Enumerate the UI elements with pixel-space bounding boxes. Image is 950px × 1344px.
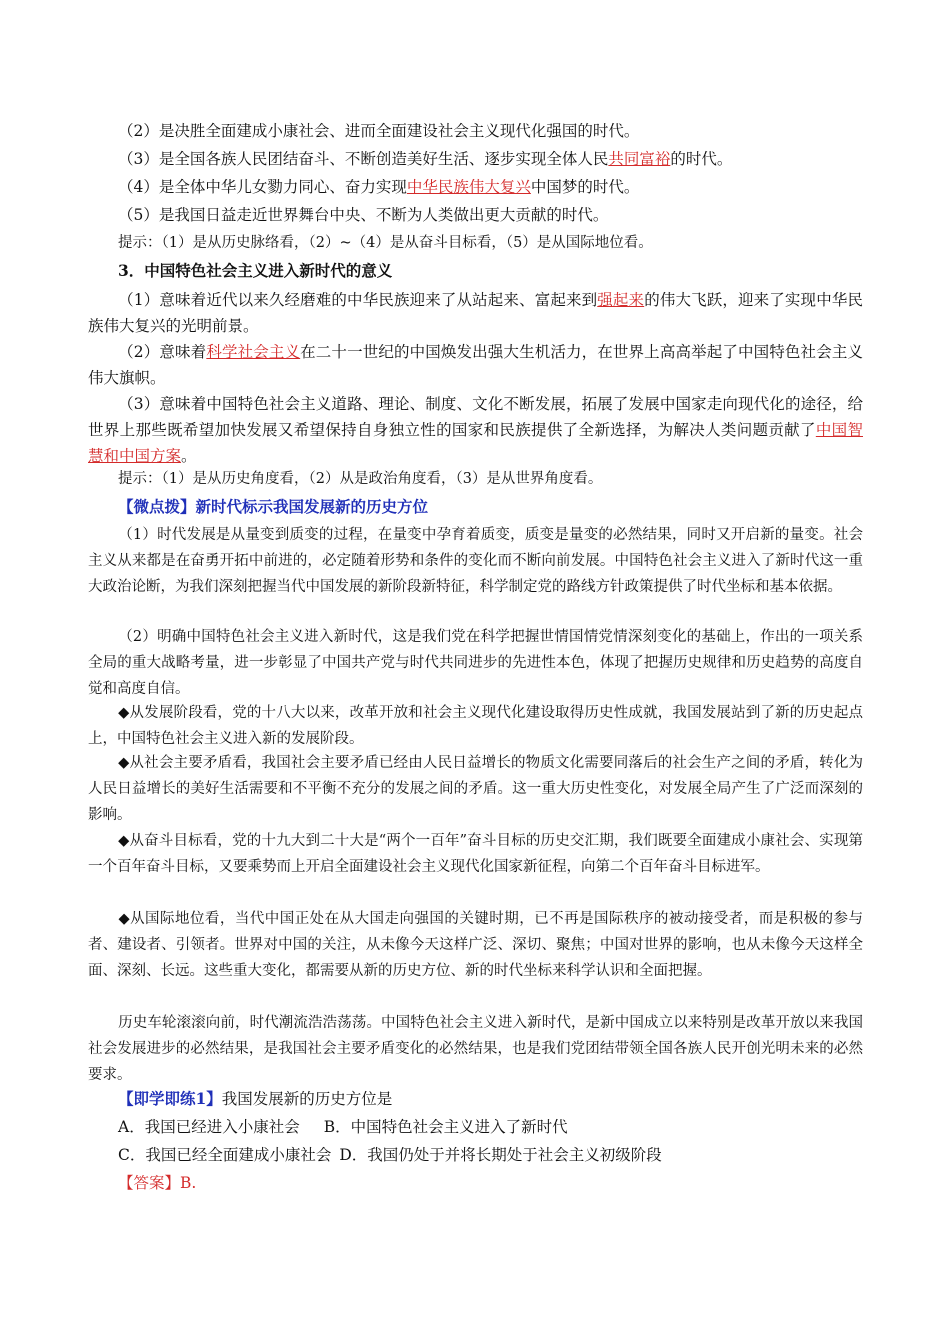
text: （2）意味着 <box>118 343 207 361</box>
text: ◆从奋斗目标看，党的十九大到二十大是“两个一百年”奋斗目标的历史交汇期，我们既要全面建成小康社会、实现第一个百年奋斗目标，又要乘势而上开启全面建设社会主义现代化国家新征程，向第二个百年奋斗目标进军。 <box>88 833 863 875</box>
exercise-options-row-2 <box>118 1144 662 1166</box>
text: （3）是全国各族人民团结奋斗、不断创造美好生活、逐步实现全体人民 <box>118 150 609 168</box>
text: 历史车轮滚滚向前，时代潮流浩浩荡荡。中国特色社会主义进入新时代，是新中国成立以来特别是改革开放以来我国社会发展进步的必然结果，是我国社会主要矛盾变化的必然结果，也是我们党团结带领全国各族人民开创光明未来的必然要求。 <box>88 1015 863 1083</box>
text: 在二十一世纪的中国焕发出强大生机活力，在世界上高高举起了中国特色社会主义伟大旗帜。 <box>88 343 863 387</box>
text: （4）是全体中华儿女勠力同心、奋力实现 <box>118 178 407 196</box>
section-3-hint: 提示：（1）是从历史角度看，（2）从是政治角度看，（3）是从世界角度看。 <box>118 471 603 487</box>
micro-bullet-1 <box>88 700 863 752</box>
text: ◆从发展阶段看，党的十八大以来，改革开放和社会主义现代化建设取得历史性成就，我国发展站到了新的历史起点上，中国特色社会主义进入新的发展阶段。 <box>88 705 863 747</box>
highlight-term: 科学社会主义 <box>206 343 301 361</box>
text: （1）意味着近代以来久经磨难的中华民族迎来了从站起来、富起来到 <box>118 291 598 309</box>
answer-value: B. <box>180 1174 197 1192</box>
text: 的时代。 <box>670 150 733 168</box>
micro-paragraph-3 <box>88 1010 863 1088</box>
section-3-paragraph-2 <box>88 339 863 391</box>
option-d: D．我国仍处于并将长期处于社会主义初级阶段 <box>339 1146 662 1164</box>
text: ◆从国际地位看，当代中国正处在从大国走向强国的关键时期，已不再是国际秩序的被动接受者，而是积极的参与者、建设者、引领者。世界对中国的关注，从未像今天这样广泛、深切、聚焦；中国对世界的影响，也从未像今天这样全面、深刻、长远。这些重大变化，都需要从新的历史方位、新的时代坐标来科学认识和全面把握。 <box>88 911 863 979</box>
micro-paragraph-2 <box>88 624 863 702</box>
highlight-term: 强起来 <box>597 291 645 309</box>
section-3-paragraph-1 <box>88 287 863 339</box>
intro-item-2: （2）是决胜全面建成小康社会、进而全面建设社会主义现代化强国的时代。 <box>118 122 640 140</box>
intro-hint: 提示：（1）是从历史脉络看，（2）~（4）是从奋斗目标看，（5）是从国际地位看。 <box>118 235 653 251</box>
option-c: C．我国已经全面建成小康社会 <box>118 1146 332 1164</box>
text: 的伟大飞跃，迎来了实现中华民族伟大复兴的光明前景。 <box>88 291 863 335</box>
text: （2）明确中国特色社会主义进入新时代，这是我们党在科学把握世情国情党情深刻变化的基础上，作出的一项关系全局的重大战略考量，进一步彰显了中国共产党与时代共同进步的先进性本色，体现了把握历史规律和历史趋势的高度自觉和高度自信。 <box>88 629 863 697</box>
highlight-term: 共同富裕 <box>608 150 671 168</box>
option-a: A．我国已经进入小康社会 <box>118 1118 300 1136</box>
intro-item-3 <box>118 148 732 170</box>
section-3-paragraph-3 <box>88 391 863 469</box>
text: （1）时代发展是从量变到质变的过程，在量变中孕育着质变，质变是量变的必然结果，同时又开启新的量变。社会主义从来都是在奋勇开拓中前进的，必定随着形势和条件的变化而不断向前发展。中国特色社会主义进入了新时代这一重大政治论断，为我们深刻把握当代中国发展的新阶段新特征，科学制定党的路线方针政策提供了时代坐标和基本依据。 <box>88 527 863 595</box>
text: 我国发展新的历史方位是 <box>221 1090 393 1108</box>
text: 。 <box>181 447 197 465</box>
micro-tip-heading: 【微点拨】新时代标示我国发展新的历史方位 <box>118 497 429 516</box>
micro-bullet-4 <box>88 906 863 984</box>
text: （3）意味着中国特色社会主义道路、理论、制度、文化不断发展，拓展了发展中国家走向现代化的途径，给世界上那些既希望加快发展又希望保持自身独立性的国家和民族提供了全新选择，为解决人类问题贡献了 <box>88 395 863 439</box>
micro-bullet-2 <box>88 750 863 828</box>
section-3-heading: 3．中国特色社会主义进入新时代的意义 <box>118 261 393 280</box>
highlight-term: 中华民族伟大复兴 <box>406 178 531 196</box>
intro-item-5: （5）是我国日益走近世界舞台中央、不断为人类做出更大贡献的时代。 <box>118 206 609 224</box>
exercise-options-row-1 <box>118 1116 568 1138</box>
intro-item-4 <box>118 176 639 198</box>
exercise-answer <box>118 1172 196 1194</box>
highlight-term: 中国智慧和中国方案 <box>88 421 863 465</box>
exercise-question <box>118 1088 392 1110</box>
text: 中国梦的时代。 <box>530 178 640 196</box>
option-b: B．中国特色社会主义进入了新时代 <box>323 1118 568 1136</box>
exercise-tag: 【即学即练1】 <box>118 1089 222 1108</box>
answer-tag: 【答案】 <box>118 1174 181 1192</box>
micro-paragraph-1 <box>88 522 863 600</box>
text: ◆从社会主要矛盾看，我国社会主要矛盾已经由人民日益增长的物质文化需要同落后的社会生产之间的矛盾，转化为人民日益增长的美好生活需要和不平衡不充分的发展之间的矛盾。这一重大历史性变化，对发展全局产生了广泛而深刻的影响。 <box>88 755 863 823</box>
micro-bullet-3 <box>88 828 863 880</box>
